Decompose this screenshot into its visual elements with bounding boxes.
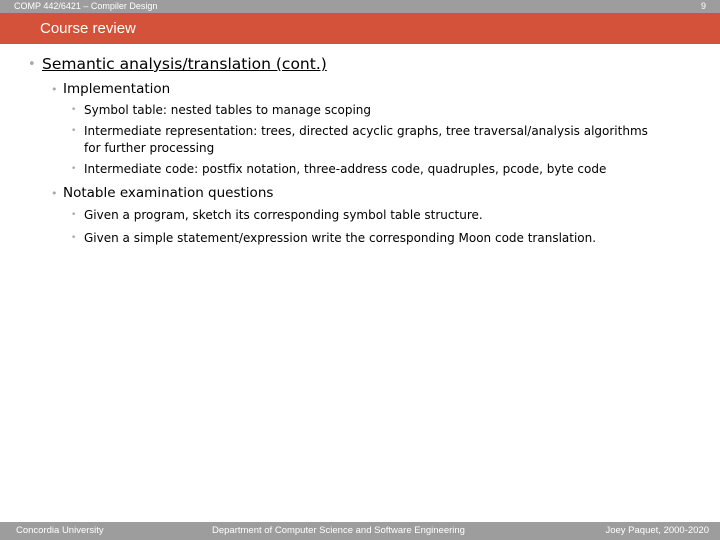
footer-author: Joey Paquet, 2000-2020 [605,525,709,536]
list-item: Intermediate code: postfix notation, three-address code, quadruples, pcode, byte code [84,162,607,176]
topic-heading: Semantic analysis/translation (cont.) [42,55,327,73]
bullet-marker: • [51,187,58,200]
bullet-marker: • [51,83,58,96]
subtopic-exam-questions: Notable examination questions [63,185,274,201]
footer-bar [0,522,720,540]
bullet-marker: • [71,164,77,174]
bullet-marker: • [71,233,77,243]
list-item: Intermediate representation: trees, directed acyclic graphs, tree traversal/analysis algorithms [84,124,648,138]
subtopic-implementation: Implementation [63,81,171,97]
bullet-marker: • [28,57,36,72]
bullet-marker: • [71,210,77,220]
course-name: COMP 442/6421 – Compiler Design [14,1,158,11]
footer-university: Concordia University [16,525,104,536]
list-item: Given a program, sketch its corresponding symbol table structure. [84,208,483,222]
footer-department: Department of Computer Science and Software Engineering [212,525,465,536]
list-item: Given a simple statement/expression write the corresponding Moon code translation. [84,231,597,245]
list-item-continuation: for further processing [84,141,215,155]
page-number: 9 [700,1,706,11]
bullet-marker: • [71,126,77,136]
list-item: Symbol table: nested tables to manage scoping [84,103,372,117]
slide-title: Course review [40,20,136,37]
bullet-marker: • [71,105,77,115]
